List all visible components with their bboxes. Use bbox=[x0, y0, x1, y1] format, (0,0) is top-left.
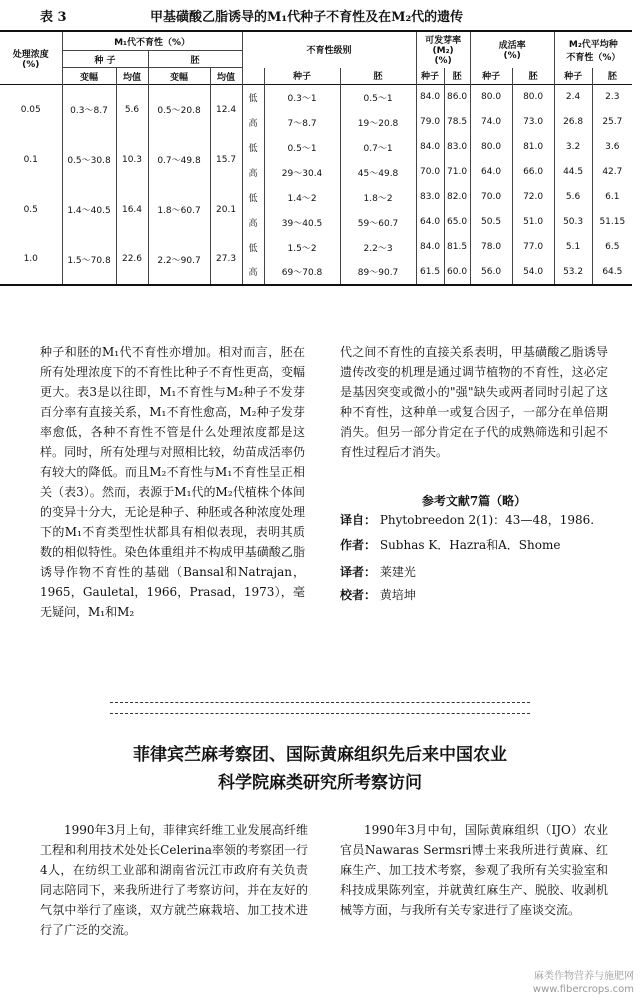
cell-class-embryo: 45～49.8 bbox=[340, 160, 416, 185]
cell-m2-seed: 2.4 bbox=[554, 85, 592, 110]
cell-level: 低 bbox=[242, 235, 264, 260]
authors-line bbox=[340, 536, 608, 555]
references-block bbox=[340, 492, 608, 605]
cell-m2-embryo: 3.6 bbox=[592, 135, 632, 160]
header-surv-embryo: 胚 bbox=[512, 68, 554, 85]
cell-embryo-range: 0.7～49.8 bbox=[148, 135, 210, 185]
cell-m2-seed: 50.3 bbox=[554, 210, 592, 235]
proofreader-line bbox=[340, 586, 608, 605]
cell-germ-seed: 70.0 bbox=[416, 160, 444, 185]
header-m1-sterility: M₁代不育性（%） bbox=[62, 31, 242, 51]
cell-surv-seed: 56.0 bbox=[470, 260, 512, 285]
cell-germ-seed: 64.0 bbox=[416, 210, 444, 235]
header-survival: 成活率 (%) bbox=[470, 31, 554, 68]
cell-surv-embryo: 51.0 bbox=[512, 210, 554, 235]
cell-seed-range: 1.4～40.5 bbox=[62, 185, 116, 235]
authors-value: Subhas K．Hazra和A．Shome bbox=[379, 538, 561, 552]
cell-germ-embryo: 81.5 bbox=[444, 235, 470, 260]
cell-embryo-mean: 27.3 bbox=[210, 235, 242, 285]
cell-class-embryo: 0.7～1 bbox=[340, 135, 416, 160]
translator-value: 莱建光 bbox=[379, 565, 416, 579]
header-germ-seed: 种子 bbox=[416, 68, 444, 85]
cell-surv-seed: 50.5 bbox=[470, 210, 512, 235]
cell-m2-embryo: 64.5 bbox=[592, 260, 632, 285]
cell-class-seed: 69～70.8 bbox=[264, 260, 340, 285]
cell-m2-embryo: 51.15 bbox=[592, 210, 632, 235]
cell-class-seed: 1.5～2 bbox=[264, 235, 340, 260]
header-m2-embryo: 胚 bbox=[592, 68, 632, 85]
header-m2-seed: 种子 bbox=[554, 68, 592, 85]
table-row bbox=[0, 235, 632, 260]
cell-m2-embryo: 42.7 bbox=[592, 160, 632, 185]
cell-seed-mean: 22.6 bbox=[116, 235, 148, 285]
cell-germ-embryo: 78.5 bbox=[444, 110, 470, 135]
data-table bbox=[0, 30, 632, 286]
proofreader-value: 黄培坤 bbox=[379, 588, 416, 602]
cell-seed-range: 0.5～30.8 bbox=[62, 135, 116, 185]
cell-m2-embryo: 2.3 bbox=[592, 85, 632, 110]
cell-seed-range: 0.3～8.7 bbox=[62, 85, 116, 135]
cell-germ-seed: 84.0 bbox=[416, 135, 444, 160]
cell-surv-embryo: 81.0 bbox=[512, 135, 554, 160]
cell-seed-range: 1.5～70.8 bbox=[62, 235, 116, 285]
cell-germ-embryo: 71.0 bbox=[444, 160, 470, 185]
cell-germ-embryo: 86.0 bbox=[444, 85, 470, 110]
cell-class-embryo: 59～60.7 bbox=[340, 210, 416, 235]
cell-seed-mean: 16.4 bbox=[116, 185, 148, 235]
cell-concentration: 0.05 bbox=[20, 104, 41, 115]
cell-class-embryo: 89～90.7 bbox=[340, 260, 416, 285]
cell-class-seed: 0.3～1 bbox=[264, 85, 340, 110]
cell-class-seed: 39～40.5 bbox=[264, 210, 340, 235]
cell-surv-seed: 70.0 bbox=[470, 185, 512, 210]
cell-surv-embryo: 80.0 bbox=[512, 85, 554, 110]
cell-class-seed: 1.4～2 bbox=[264, 185, 340, 210]
cell-germ-seed: 79.0 bbox=[416, 110, 444, 135]
cell-surv-embryo: 72.0 bbox=[512, 185, 554, 210]
cell-germ-embryo: 65.0 bbox=[444, 210, 470, 235]
left-column-text: 种子和胚的M₁代不育性亦增加。相对而言，胚在所有处理浓度下的不育性比种子不育性更高，变幅更大。表3是以往即，M₁不育性与M₂种子不发芽百分率有直接关系，M₁不育性愈高，M₂种子发芽率愈低，各种不育性不管是什么处理浓度都是这样。同时，所有处理与对照相比较，幼苗成活率仍有较大的降低。而且M₂不育性与M₁不育性呈正相关（表3）。然而，表源于M₁代的M₂代植株个体间的变异十分大，无论是种子、种胚或各种浓度处理下的M₁不育类型性状都具有相似表现，表明其质数的相似特性。染色体重组并不构成甲基磺酸乙脂诱导作物不育性的基础（Bansal和Natrajan，1965，Gauletal，1966，Prasad，1973），毫无疑问，M₁和M₂ bbox=[40, 345, 305, 619]
table-caption bbox=[40, 6, 630, 28]
cell-embryo-mean: 12.4 bbox=[210, 85, 242, 135]
cell-surv-seed: 80.0 bbox=[470, 135, 512, 160]
cell-germ-seed: 61.5 bbox=[416, 260, 444, 285]
authors-label: 作者： bbox=[340, 538, 377, 552]
header-embryo-mean: 均值 bbox=[210, 68, 242, 85]
cell-germ-embryo: 60.0 bbox=[444, 260, 470, 285]
header-embryo-range: 变幅 bbox=[148, 68, 210, 85]
cell-surv-seed: 78.0 bbox=[470, 235, 512, 260]
header-embryo: 胚 bbox=[148, 51, 242, 68]
cell-embryo-mean: 15.7 bbox=[210, 135, 242, 185]
cell-surv-embryo: 66.0 bbox=[512, 160, 554, 185]
translator-label: 译者： bbox=[340, 565, 377, 579]
cell-germ-seed: 84.0 bbox=[416, 235, 444, 260]
cell-concentration: 1.0 bbox=[23, 254, 38, 264]
section-divider bbox=[110, 702, 530, 714]
header-sterility-class: 不育性级别 bbox=[242, 31, 416, 68]
header-seed-mean: 均值 bbox=[116, 68, 148, 85]
cell-embryo-range: 0.5～20.8 bbox=[148, 85, 210, 135]
cell-embryo-range: 1.8～60.7 bbox=[148, 185, 210, 235]
cell-level: 高 bbox=[242, 260, 264, 285]
cell-level: 高 bbox=[242, 160, 264, 185]
cell-embryo-range: 2.2～90.7 bbox=[148, 235, 210, 285]
translated-from-value: Phytobreedon 2(1)：43—48，1986. bbox=[379, 513, 595, 527]
cell-embryo-mean: 20.1 bbox=[210, 185, 242, 235]
cell-m2-embryo: 6.5 bbox=[592, 235, 632, 260]
translated-from bbox=[340, 511, 608, 530]
header-seed-range: 变幅 bbox=[62, 68, 116, 85]
cell-germ-seed: 83.0 bbox=[416, 185, 444, 210]
cell-class-embryo: 2.2～3 bbox=[340, 235, 416, 260]
cell-class-embryo: 19～20.8 bbox=[340, 110, 416, 135]
cell-level: 低 bbox=[242, 85, 264, 110]
cell-m2-seed: 26.8 bbox=[554, 110, 592, 135]
header-germ-embryo: 胚 bbox=[444, 68, 470, 85]
cell-surv-embryo: 54.0 bbox=[512, 260, 554, 285]
cell-m2-embryo: 6.1 bbox=[592, 185, 632, 210]
proofreader-label: 校者： bbox=[340, 588, 377, 602]
right-column-text: 代之间不育性的直接关系表明，甲基磺酸乙脂诱导遗传改变的机理是通过调节植物的不育性，这必定是基因突变或微小的"强"缺失或两者同时引起了这种不育性，这种单一或复合因子，一部分在单倍期消失。但另一部分肯定在子代的成熟筛选和引起不育性过程后才消失。 bbox=[340, 345, 608, 459]
table-row bbox=[0, 135, 632, 160]
header-surv-seed: 种子 bbox=[470, 68, 512, 85]
cell-surv-embryo: 73.0 bbox=[512, 110, 554, 135]
translator-line bbox=[340, 563, 608, 582]
cell-germ-embryo: 82.0 bbox=[444, 185, 470, 210]
site-watermark: 麻类作物营养与施肥网 www.fibercrops.com bbox=[532, 971, 634, 995]
cell-class-embryo: 1.8～2 bbox=[340, 185, 416, 210]
cell-surv-seed: 74.0 bbox=[470, 110, 512, 135]
cell-class-seed: 29～30.4 bbox=[264, 160, 340, 185]
cell-concentration: 0.5 bbox=[23, 204, 38, 215]
cell-level: 高 bbox=[242, 110, 264, 135]
article-title-line1: 菲律宾苎麻考察团、国际黄麻组织先后来中国农业 bbox=[133, 745, 507, 765]
reference-count: 参考文献7篇（略） bbox=[421, 494, 527, 508]
cell-germ-seed: 84.0 bbox=[416, 85, 444, 110]
cell-level: 高 bbox=[242, 210, 264, 235]
cell-seed-mean: 5.6 bbox=[116, 85, 148, 135]
header-seed: 种 子 bbox=[62, 51, 148, 68]
cell-m2-embryo: 25.7 bbox=[592, 110, 632, 135]
cell-level: 低 bbox=[242, 185, 264, 210]
header-class-embryo: 胚 bbox=[340, 68, 416, 85]
cell-class-seed: 0.5～1 bbox=[264, 135, 340, 160]
cell-seed-mean: 10.3 bbox=[116, 135, 148, 185]
cell-class-seed: 7～8.7 bbox=[264, 110, 340, 135]
translated-from-label: 译自： bbox=[340, 513, 377, 527]
cell-m2-seed: 5.6 bbox=[554, 185, 592, 210]
article-right-text: 1990年3月中旬，国际黄麻组织（IJO）农业官员Nawaras Sermsri博士来我所进行黄麻、红麻生产、加工技术考察，参观了我所有关实验室和科技成果陈列室，并就黄红麻生产、脱胶、收剥机械等方面，与我所有关专家进行了座谈交流。 bbox=[340, 823, 608, 917]
header-m2-sterility: M₂代平均种 不育性（%） bbox=[554, 31, 632, 68]
cell-level: 低 bbox=[242, 135, 264, 160]
cell-class-embryo: 0.5～1 bbox=[340, 85, 416, 110]
cell-surv-seed: 64.0 bbox=[470, 160, 512, 185]
cell-surv-embryo: 77.0 bbox=[512, 235, 554, 260]
header-germination: 可发芽率 (M₂) (%) bbox=[416, 31, 470, 68]
table-row bbox=[0, 85, 632, 110]
header-class-seed: 种子 bbox=[264, 68, 340, 85]
header-concentration: 处理浓度 (%) bbox=[12, 49, 49, 70]
table-row bbox=[0, 185, 632, 210]
cell-m2-seed: 53.2 bbox=[554, 260, 592, 285]
cell-surv-seed: 80.0 bbox=[470, 85, 512, 110]
table-body bbox=[0, 85, 632, 285]
cell-germ-embryo: 83.0 bbox=[444, 135, 470, 160]
cell-m2-seed: 5.1 bbox=[554, 235, 592, 260]
cell-concentration: 0.1 bbox=[23, 154, 38, 165]
article-left-text: 1990年3月上旬，菲律宾纤维工业发展高纤维工程和利用技术处处长Celerina率领的考察团一行4人，在纺织工业部和湖南省沅江市政府有关负责同志陪同下，来我所进行了考察访问，并在友好的气氛中举行了座谈，双方就苎麻栽培、加工技术进行了广泛的交流。 bbox=[40, 823, 308, 937]
article-title-line2: 科学院麻类研究所考察访问 bbox=[218, 773, 422, 793]
cell-m2-seed: 44.5 bbox=[554, 160, 592, 185]
cell-m2-seed: 3.2 bbox=[554, 135, 592, 160]
table-label: 表 3 bbox=[40, 10, 67, 25]
table-title: 甲基磺酸乙脂诱导的M₁代种子不育性及在M₂代的遗传 bbox=[150, 10, 464, 25]
